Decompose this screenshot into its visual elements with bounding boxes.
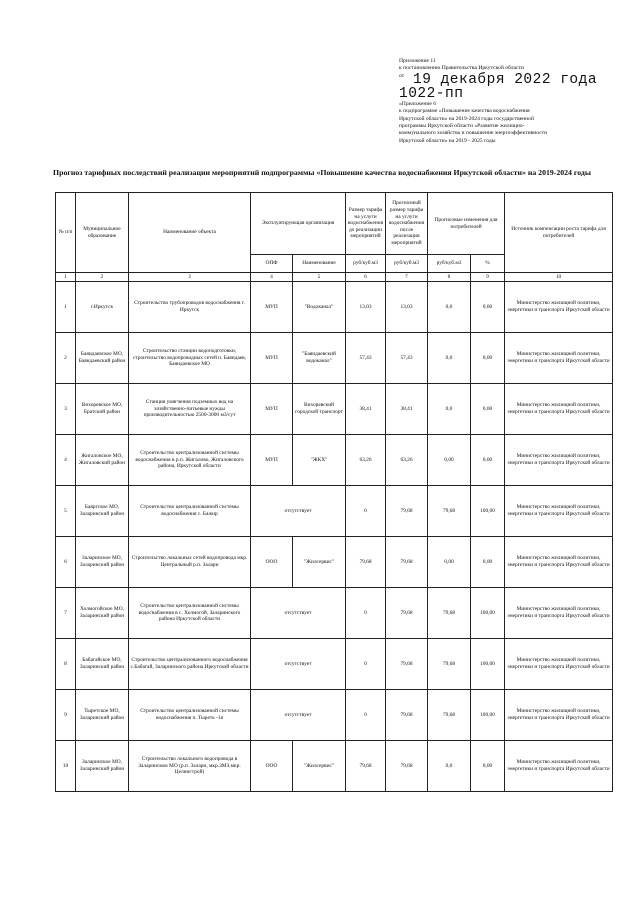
header-name: Наименование: [293, 255, 346, 273]
row-operator-name: "Баяндаевский водоканал": [293, 333, 346, 384]
table-row: [56, 384, 613, 435]
document-title: Прогноз тарифных последствий реализации мероприятий подпрограммы «Повышение качества водоснабжения Иркутской области» на 2019-2024 годы: [53, 168, 591, 177]
row-tariff-after: 79,68: [386, 639, 428, 690]
table-row: [56, 435, 613, 486]
row-change-value: 0,0: [428, 282, 471, 333]
stamp-number: 1022-пп: [399, 85, 464, 102]
row-object: Строительство централизованной системы водоснабжения в р.п. Жигалово, Жигаловского района, Иркутской области: [129, 435, 251, 486]
row-num: 9: [56, 690, 76, 741]
row-change-pct: 0,00: [471, 384, 505, 435]
row-municipality: Заларинское МО, Заларинский район: [76, 537, 129, 588]
header-municipality: Муниципальное образование: [76, 193, 129, 273]
col-number: 7: [386, 273, 428, 282]
row-tariff-before: 0: [346, 588, 386, 639]
header-num: № п/п: [56, 193, 76, 273]
row-municipality: г.Иркутск: [76, 282, 129, 333]
row-municipality: Холмогойское МО, Заларинский район: [76, 588, 129, 639]
row-object: Станция умягчения подземных вод на хозяйственно-питьевые нужды производительностью 2500-3000 м3/сут: [129, 384, 251, 435]
col-number: 10: [505, 273, 613, 282]
row-object: Строительство централизованной системы водоснабжения с. Бажир: [129, 486, 251, 537]
row-change-value: 0,00: [428, 537, 471, 588]
table-row: [56, 588, 613, 639]
row-change-value: 0,00: [428, 435, 471, 486]
table-body: [56, 282, 613, 792]
col-number: 8: [428, 273, 471, 282]
row-opf: МУП: [251, 282, 293, 333]
col-number: 6: [346, 273, 386, 282]
row-operator-name: "ЖКХ": [293, 435, 346, 486]
row-tariff-before: 0: [346, 486, 386, 537]
row-num: 4: [56, 435, 76, 486]
row-tariff-after: 63,26: [386, 435, 428, 486]
row-municipality: Баяндаевское МО, Баяндаевский район: [76, 333, 129, 384]
header-unit: руб/куб.м3: [346, 255, 386, 273]
row-operator-absent: отсутствует: [251, 639, 346, 690]
forecast-table: [55, 192, 613, 792]
table-row: [56, 741, 613, 792]
row-change-value: 0,0: [428, 741, 471, 792]
table-row: [56, 333, 613, 384]
row-opf: МУП: [251, 384, 293, 435]
appendix-line: Иркутской области» на 2019-2024 годы государственной: [399, 115, 534, 122]
row-object: Строительство станции водоподготовки, строительство водопроводных сетей п. Баяндаев, Баяндаевское МО: [129, 333, 251, 384]
row-change-value: 79,68: [428, 588, 471, 639]
row-source: Министерство жилищной политики, энергетики и транспорта Иркутской области: [505, 486, 613, 537]
header-tariff-after: Прогнозный размер тарифа на услуги водоснабжения после реализации мероприятий: [386, 193, 428, 255]
row-change-pct: 100,00: [471, 486, 505, 537]
header-line: Приложение 11: [399, 58, 436, 64]
row-tariff-after: 57,43: [386, 333, 428, 384]
table-row: [56, 537, 613, 588]
row-source: Министерство жилищной политики, энергетики и транспорта Иркутской области: [505, 741, 613, 792]
row-operator-absent: отсутствует: [251, 588, 346, 639]
row-change-pct: 0,00: [471, 333, 505, 384]
row-change-value: 79,68: [428, 639, 471, 690]
table-row: [56, 486, 613, 537]
row-source: Министерство жилищной политики, энергетики и транспорта Иркутской области: [505, 333, 613, 384]
row-operator-absent: отсутствует: [251, 486, 346, 537]
row-operator-name: "Жилсервис": [293, 537, 346, 588]
row-tariff-after: 79,68: [386, 741, 428, 792]
col-number: 2: [76, 273, 129, 282]
row-num: 8: [56, 639, 76, 690]
row-opf: МУП: [251, 333, 293, 384]
table-row: [56, 282, 613, 333]
row-tariff-after: 79,68: [386, 486, 428, 537]
col-number: 3: [129, 273, 251, 282]
col-number: 1: [56, 273, 76, 282]
header-operator: Эксплуатирующая организация: [251, 193, 346, 255]
row-change-value: 0,0: [428, 333, 471, 384]
row-operator-name: "Жилсервис": [293, 741, 346, 792]
header-change: Прогнозные изменения для потребителей: [428, 193, 505, 255]
row-source: Министерство жилищной политики, энергетики и транспорта Иркутской области: [505, 435, 613, 486]
stamp-date: 19 декабря 2022 года: [413, 71, 598, 88]
row-num: 10: [56, 741, 76, 792]
row-municipality: Заларинское МО, Заларинский район: [76, 741, 129, 792]
row-object: Строительство централизованной системы водоснабжения в с. Холмогой, Заларинского района Иркутской области: [129, 588, 251, 639]
row-tariff-before: 0: [346, 690, 386, 741]
row-tariff-before: 13,03: [346, 282, 386, 333]
row-municipality: Баяргское МО, Заларинский район: [76, 486, 129, 537]
row-tariff-after: 38,41: [386, 384, 428, 435]
table-row: [56, 639, 613, 690]
row-tariff-before: 0: [346, 639, 386, 690]
row-tariff-after: 13,03: [386, 282, 428, 333]
row-tariff-after: 79,68: [386, 690, 428, 741]
header-unit: руб/куб.м3: [428, 255, 471, 273]
row-source: Министерство жилищной политики, энергетики и транспорта Иркутской области: [505, 384, 613, 435]
row-source: Министерство жилищной политики, энергетики и транспорта Иркутской области: [505, 588, 613, 639]
header-line: к постановлению Правительства Иркутской области: [399, 65, 524, 72]
header-object: Наименование объекта: [129, 193, 251, 273]
appendix-line: к подпрограмме «Повышение качества водоснабжения: [399, 108, 530, 115]
header-source: Источник компенсации роста тарифа для потребителей: [505, 193, 613, 273]
row-source: Министерство жилищной политики, энергетики и транспорта Иркутской области: [505, 537, 613, 588]
row-opf: МУП: [251, 435, 293, 486]
row-num: 7: [56, 588, 76, 639]
row-tariff-after: 79,68: [386, 588, 428, 639]
row-tariff-before: 79,68: [346, 537, 386, 588]
document-header: [399, 58, 635, 145]
row-tariff-before: 38,41: [346, 384, 386, 435]
col-number: 4: [251, 273, 293, 282]
row-source: Министерство жилищной политики, энергетики и транспорта Иркутской области: [505, 690, 613, 741]
appendix-line: Иркутской области» на 2019 - 2025 годы: [399, 137, 496, 144]
row-change-pct: 0,00: [471, 741, 505, 792]
row-tariff-after: 79,68: [386, 537, 428, 588]
row-num: 2: [56, 333, 76, 384]
col-number: 9: [471, 273, 505, 282]
row-change-value: 79,68: [428, 690, 471, 741]
row-tariff-before: 63,26: [346, 435, 386, 486]
appendix-line: «Приложение 6: [399, 100, 437, 107]
row-num: 1: [56, 282, 76, 333]
row-opf: ООО: [251, 741, 293, 792]
row-change-pct: 0,00: [471, 282, 505, 333]
row-opf: ООО: [251, 537, 293, 588]
row-num: 5: [56, 486, 76, 537]
row-change-pct: 100,00: [471, 690, 505, 741]
header-pct: %: [471, 255, 505, 273]
row-municipality: Жигаловское МО, Жигаловский район: [76, 435, 129, 486]
row-object: Строительство локального водопровода в Заларинском МО (р.п. Залари, мкр.ЗМЗ,мкр. Целинстрой): [129, 741, 251, 792]
row-num: 3: [56, 384, 76, 435]
row-object: Строительство трубопроводов водоснабжения г. Иркутск: [129, 282, 251, 333]
row-change-pct: 100,00: [471, 588, 505, 639]
row-source: Министерство жилищной политики, энергетики и транспорта Иркутской области: [505, 639, 613, 690]
row-municipality: Вихоревское МО, Братский район: [76, 384, 129, 435]
row-operator-name: Вихоревский городской транспорт: [293, 384, 346, 435]
row-change-value: 79,68: [428, 486, 471, 537]
header-opf: ОПФ: [251, 255, 293, 273]
header-unit: руб/куб.м3: [386, 255, 428, 273]
row-object: Строительство централизованного водоснабжения с.Бабагай, Заларинского района Иркутской области: [129, 639, 251, 690]
row-change-value: 0,0: [428, 384, 471, 435]
appendix-line: коммунального хозяйства и повышение энергоэффективности: [399, 130, 548, 137]
appendix-line: программы Иркутской области «Развитие жилищно-: [399, 123, 525, 130]
header-tariff-before: Размер тарифа на услуги водоснабжения до реализации мероприятий: [346, 193, 386, 255]
row-object: Строительство централизованной системы водоснабжения п. Тыреть -1я: [129, 690, 251, 741]
col-number: 5: [293, 273, 346, 282]
row-tariff-before: 57,43: [346, 333, 386, 384]
row-source: Министерство жилищной политики, энергетики и транспорта Иркутской области: [505, 282, 613, 333]
row-num: 6: [56, 537, 76, 588]
row-operator-absent: отсутствует: [251, 690, 346, 741]
table-row: [56, 690, 613, 741]
row-change-pct: 0,00: [471, 537, 505, 588]
header-line: от: [399, 72, 405, 79]
row-operator-name: "Водоканал": [293, 282, 346, 333]
row-municipality: Бабагайское МО, Заларинский район: [76, 639, 129, 690]
row-change-pct: 100,00: [471, 639, 505, 690]
row-object: Строительство локальных сетей водопровода мкр. Центральный р.п. Залари: [129, 537, 251, 588]
row-tariff-before: 79,68: [346, 741, 386, 792]
row-municipality: Тыретское МО, Заларинский район: [76, 690, 129, 741]
row-change-pct: 0,00: [471, 435, 505, 486]
